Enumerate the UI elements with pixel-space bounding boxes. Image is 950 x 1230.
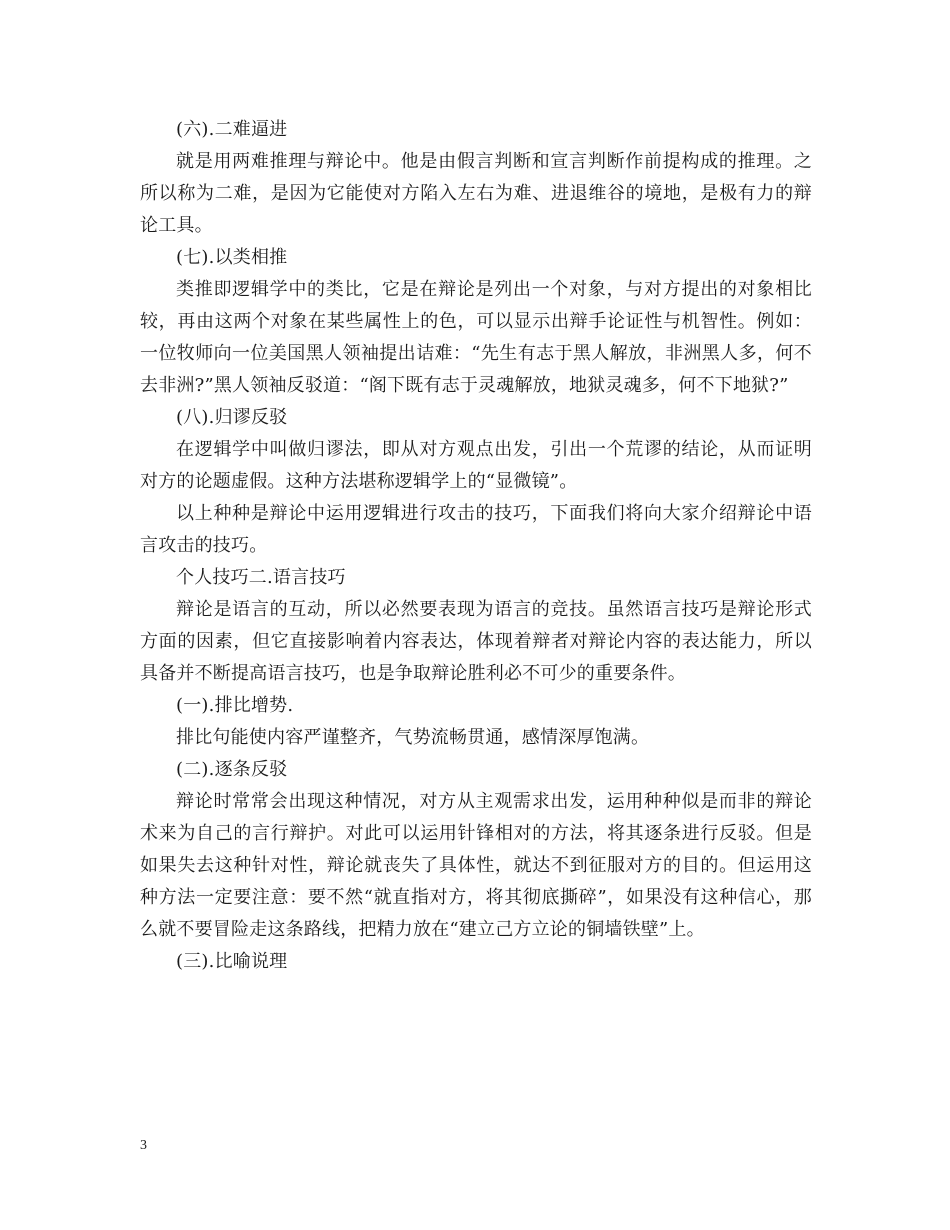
heading-seven: (七).以类相推 [176,247,288,268]
heading-two: (二).逐条反驳 [176,759,288,780]
paragraph-reductio: 在逻辑学中叫做归谬法，即从对方观点出发，引出一个荒谬的结论，从而证明对方的论题虚假。这种方法堪称逻辑学上的“显微镜”。 [140,439,812,492]
heading-language-skills: 个人技巧二.语言技巧 [176,567,346,588]
heading-eight: (八).归谬反驳 [176,407,288,428]
heading-three: (三).比喻说理 [176,951,288,972]
page-number: 3 [140,1138,147,1153]
paragraph-language: 辩论是语言的互动，所以必然要表现为语言的竞技。虽然语言技巧是辩论形式方面的因素，但它直接影响着内容表达，体现着辩者对辩论内容的表达能力，所以具备并不断提高语言技巧，也是争取辩论胜利必不可少的重要条件。 [140,599,812,684]
heading-six: (六).二难逼进 [176,119,288,140]
paragraph-transition: 以上种种是辩论中运用逻辑进行攻击的技巧，下面我们将向大家介绍辩论中语言攻击的技巧。 [140,503,812,556]
body-text [140,114,812,978]
paragraph-dilemma: 就是用两难推理与辩论中。他是由假言判断和宣言判断作前提构成的推理。之所以称为二难，是因为它能使对方陷入左右为难、进退维谷的境地，是极有力的辩论工具。 [140,151,812,236]
heading-one: (一).排比增势. [176,695,294,716]
paragraph-parallelism: 排比句能使内容严谨整齐，气势流畅贯通，感情深厚饱满。 [176,727,650,748]
paragraph-analogy: 类推即逻辑学中的类比，它是在辩论是列出一个对象，与对方提出的对象相比较，再由这两个对象在某些属性上的色，可以显示出辩手论证性与机智性。例如：一位牧师向一位美国黑人领袖提出诘难：“先生有志于黑人解放，非洲黑人多，何不去非洲?”黑人领袖反驳道：“阁下既有志于灵魂解放，地狱灵魂多，何不下地狱?” [140,279,812,396]
paragraph-rebuttal: 辩论时常常会出现这种情况，对方从主观需求出发，运用种种似是而非的辩论术来为自己的言行辩护。对此可以运用针锋相对的方法，将其逐条进行反驳。但是如果失去这种针对性，辩论就丧失了具体性，就达不到征服对方的目的。但运用这种方法一定要注意：要不然“就直指对方，将其彻底撕碎”，如果没有这种信心，那么就不要冒险走这条路线，把精力放在“建立己方立论的铜墙铁壁”上。 [140,791,812,940]
